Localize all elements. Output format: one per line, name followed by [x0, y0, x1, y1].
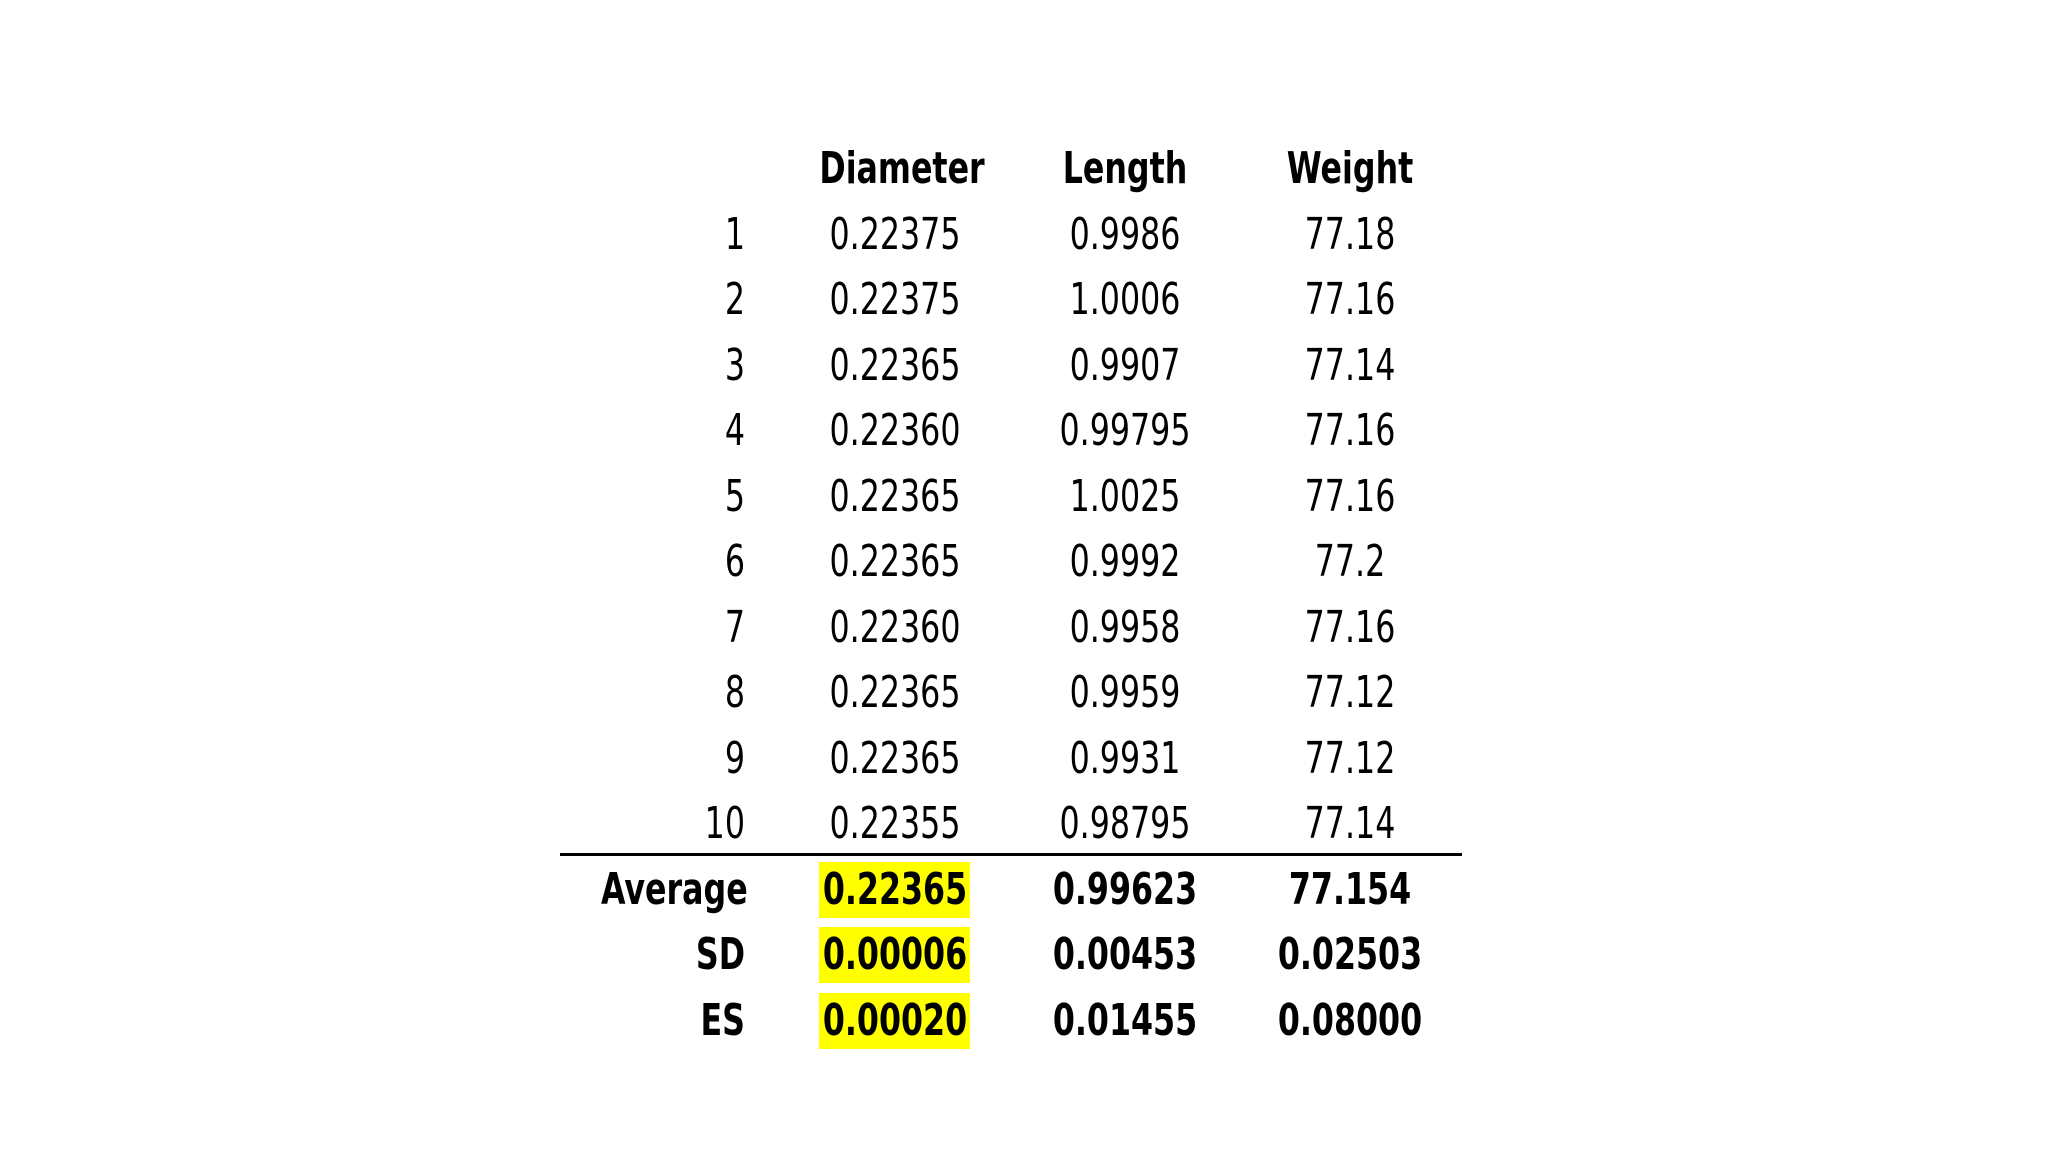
cell-row10-weight: 77.14 [1304, 798, 1396, 849]
header-diameter: Diameter [819, 143, 985, 194]
header-weight: Weight [1286, 143, 1414, 194]
cell-row9-length: 0.9931 [1069, 732, 1181, 784]
summary-average-diameter: 0.22365 [822, 863, 968, 915]
cell-row9-weight: 77.12 [1304, 732, 1396, 784]
cell-row1-weight: 77.18 [1304, 208, 1396, 260]
cell-row2-weight: 77.16 [1304, 274, 1396, 325]
cell-row3-length: 0.9907 [1069, 339, 1181, 391]
summary-es-diameter: 0.00020 [822, 994, 968, 1046]
cell-row6-row-label: 6 [724, 536, 745, 587]
cell-row7-length: 0.9958 [1069, 601, 1181, 653]
cell-row9-diameter: 0.22365 [829, 732, 961, 784]
summary-es-row-label: ES [700, 994, 745, 1046]
cell-row2-row-label: 2 [724, 274, 745, 325]
summary-sd-diameter: 0.00006 [822, 929, 968, 980]
summary-sd-length: 0.00453 [1052, 929, 1198, 980]
summary-divider [560, 853, 1462, 856]
cell-row10-diameter: 0.22355 [829, 798, 961, 849]
cell-row8-row-label: 8 [724, 667, 745, 718]
cell-row8-diameter: 0.22365 [829, 667, 961, 718]
cell-row7-row-label: 7 [724, 601, 745, 653]
cell-row2-length: 1.0006 [1069, 274, 1181, 325]
cell-row5-weight: 77.16 [1304, 470, 1396, 522]
summary-average-row-label: Average [601, 863, 748, 915]
summary-es-length: 0.01455 [1052, 994, 1198, 1046]
cell-row4-weight: 77.16 [1304, 405, 1396, 456]
cell-row7-weight: 77.16 [1304, 601, 1396, 653]
cell-row6-weight: 77.2 [1314, 536, 1386, 587]
cell-row3-diameter: 0.22365 [829, 339, 961, 391]
cell-row9-row-label: 9 [724, 732, 745, 784]
cell-row8-weight: 77.12 [1304, 667, 1396, 718]
summary-average-weight: 77.154 [1288, 863, 1412, 915]
cell-row6-diameter: 0.22365 [829, 536, 961, 587]
summary-es-weight: 0.08000 [1277, 994, 1423, 1046]
cell-row10-row-label: 10 [704, 798, 745, 849]
cell-row10-length: 0.98795 [1059, 798, 1191, 849]
header-length: Length [1062, 143, 1188, 194]
cell-row5-row-label: 5 [724, 470, 745, 522]
cell-row1-length: 0.9986 [1069, 208, 1181, 260]
cell-row3-row-label: 3 [724, 339, 745, 391]
cell-row2-diameter: 0.22375 [829, 274, 961, 325]
cell-row8-length: 0.9959 [1069, 667, 1181, 718]
cell-row1-diameter: 0.22375 [829, 208, 961, 260]
summary-sd-weight: 0.02503 [1277, 929, 1423, 980]
cell-row3-weight: 77.14 [1304, 339, 1396, 391]
cell-row4-diameter: 0.22360 [829, 405, 961, 456]
summary-average-length: 0.99623 [1052, 863, 1198, 915]
cell-row1-row-label: 1 [724, 208, 745, 260]
cell-row6-length: 0.9992 [1069, 536, 1181, 587]
cell-row7-diameter: 0.22360 [829, 601, 961, 653]
cell-row4-row-label: 4 [724, 405, 745, 456]
cell-row4-length: 0.99795 [1059, 405, 1191, 456]
cell-row5-diameter: 0.22365 [829, 470, 961, 522]
summary-sd-row-label: SD [695, 929, 745, 980]
cell-row5-length: 1.0025 [1069, 470, 1181, 522]
